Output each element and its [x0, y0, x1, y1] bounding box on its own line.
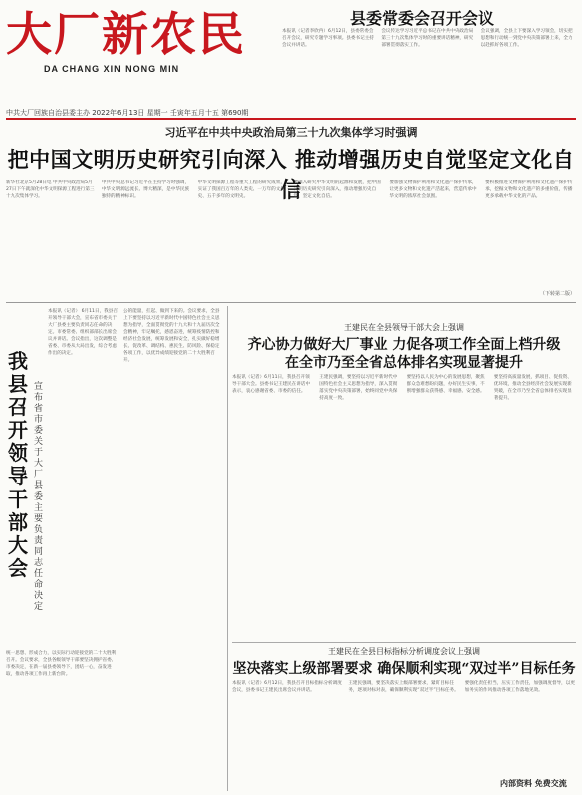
lead-column: 要深入研究中华文明的起源和发展，把中国文明历史研究引向深入，推动增强历史自觉、坚定文化自信。	[293, 180, 381, 199]
corner-note: 内部资料 免费交流	[500, 779, 567, 788]
lead-column: 新华社北京5月28日电 中共中央政治局5月27日下午就深化中华文明探源工程进行第三十九次集体学习。	[6, 180, 95, 199]
column-divider	[227, 306, 228, 791]
article3-body	[232, 680, 576, 780]
article2-column: 要坚持以人民为中心的发展思想，聚焦群众急难愁盼问题，办好民生实事，不断增强群众获得感、幸福感、安全感。	[406, 375, 485, 394]
article3-column: 本报讯（记者）6月12日，我县召开目标指标分析调度会议，县委书记王建民出席会议并讲话。	[232, 681, 342, 693]
article2-column: 要坚持高质量发展，抓项目、促投资、优环境，推动全县经济社会发展实现新突破，在全市乃至全省总体排名实现显著提升。	[493, 375, 572, 401]
left-article-headline: 我县召开领导干部大会	[8, 349, 28, 580]
article-divider	[232, 642, 576, 643]
article2-column: 王建民强调，要坚持以习近平新时代中国特色社会主义思想为指导，深入贯彻落实党中央决策部署，始终同党中央保持高度一致。	[319, 375, 398, 401]
article2-body	[232, 374, 576, 636]
lead-kicker: 习近平在中共中央政治局第三十九次集体学习时强调	[164, 126, 418, 139]
left-article-subhead: 宣布省市委关于大厂县委主要负责同志任命决定	[34, 382, 44, 612]
section-divider	[6, 302, 576, 303]
top-right-column: 会议传达学习习近平总书记在中共中央政治局第三十九次集体学习时的重要讲话精神，研究部署贯彻落实工作。	[381, 29, 474, 48]
masthead-divider	[6, 118, 576, 120]
top-right-headline: 县委常委会召开会议	[350, 9, 495, 28]
article2-subheadline: 在全市乃至全省总体排名实现显著提升	[285, 355, 523, 371]
lead-column: 要积极推进文物保护利用和文化遗产保护传承，挖掘文物和文化遗产的多重价值，传播更多承载中华文化的产品。	[485, 180, 573, 199]
article3-column: 王建民强调，要坚决落实上级部署要求，紧盯目标任务，逐项对标对表，确保顺利实现“双过半”目标任务。	[348, 681, 459, 693]
masthead-pinyin: DA CHANG XIN NONG MIN	[44, 64, 180, 74]
lead-column: 要加强文物保护利用和文化遗产保护传承，让更多文物和文化遗产活起来，营造传承中华文明的浓厚社会氛围。	[389, 180, 477, 199]
top-right-column: 会议强调，全县上下要深入学习领会，切实把思想和行动统一到党中央决策部署上来，全力以赴抓好各项工作。	[480, 29, 573, 48]
article2-kicker: 王建民在全县领导干部大会上强调	[344, 323, 464, 332]
lead-headline: 把中国文明历史研究引向深入 推动增强历史自觉坚定文化自信	[7, 147, 575, 202]
lead-continued-note: （下转第二版）	[540, 291, 576, 297]
left-article-bottom-text: 统一思想、形成合力，以实际行动迎接党的二十大胜利召开。会议要求，全县各级领导干部要坚决拥护省委、市委决定，在新一届县委领导下，团结一心，奋发进取，推动各项工作再上新台阶。	[6, 651, 117, 677]
masthead-title: 大厂新农民	[6, 7, 246, 61]
article3-kicker: 王建民在全县目标指标分析调度会议上强调	[328, 647, 480, 656]
top-right-body	[282, 28, 576, 116]
article3-headline: 坚决落实上级部署要求 确保顺利实现“双过半”目标任务	[232, 661, 576, 677]
article2-column: 本报讯（记者）6月11日，我县召开领导干部大会。县委书记王建民在讲话中表示，衷心感谢省委、市委的信任。	[232, 375, 311, 394]
lead-column: 中华文明探源工程等重大工程的研究成果，实证了我国百万年的人类史、一万年的文化史、五千多年的文明史。	[197, 180, 285, 199]
masthead	[6, 6, 276, 94]
top-right-column: 本报讯（记者李欣冉）6月12日，县委常委会召开会议，研究专题学习事项。县委书记主持会议并讲话。	[282, 29, 374, 48]
article3-column: 要强化责任担当，压实工作责任，加强调度督导，以更加务实的作风推动各项工作落地见效。	[464, 681, 575, 693]
left-article-body: 本报讯（记者） 6月11日，我县召开领导干部大会，宣布省市委关于大厂县委主要负责同志任命的决定。市委常委、组织部部长出席会议并讲话。会议指出，这次调整是省委、市委从大局出发，综合考虑作出的决定。	[48, 309, 118, 356]
masthead-issue-info: 中共大厂回族自治县委主办 2022年6月13日 星期一 壬寅年五月十五 第690期	[6, 109, 249, 117]
middle-column-body: 公的能量，扛起、做到下来的。会议要求，全县上下要坚持以习近平新时代中国特色社会主义思想为指导，全面贯彻党的十九大和十九届历次全会精神，牢记嘱托，感恩奋进，统筹疫情防控和经济社会发展，统筹发展和安全，扎实做好稳增长、促改革、调结构、惠民生、防风险、保稳定各项工作，以优异成绩迎接党的二十大胜利召开。	[123, 309, 220, 363]
lead-body	[6, 180, 576, 298]
lead-column: 中共中央总书记习近平在主持学习时强调，中华文明源远流长、博大精深，是中华民族独特的精神标识。	[101, 180, 190, 199]
article2-headline: 齐心协力做好大厂事业 力促各项工作全面上档升级	[247, 337, 561, 353]
